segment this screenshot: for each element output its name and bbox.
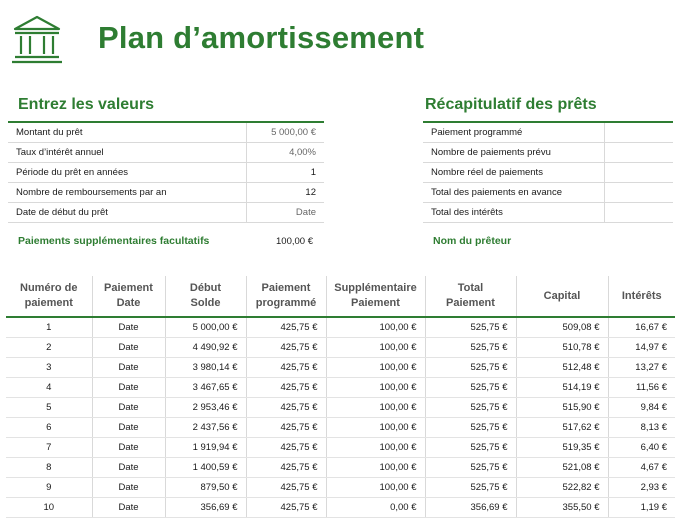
header-interest: Intérêts [608, 276, 675, 317]
beginning-balance-cell[interactable]: 879,50 € [165, 478, 246, 498]
input-label: Montant du prêt [8, 122, 246, 143]
payment-number-cell[interactable]: 1 [6, 317, 92, 338]
beginning-balance-cell[interactable]: 1 919,94 € [165, 438, 246, 458]
payment-number-cell[interactable]: 9 [6, 478, 92, 498]
payment-number-cell[interactable]: 3 [6, 358, 92, 378]
payments-per-year-input[interactable]: 12 [246, 183, 324, 203]
extra-payment-cell[interactable]: 100,00 € [326, 418, 425, 438]
planned-payments-value [604, 143, 673, 163]
payment-number-cell[interactable]: 5 [6, 398, 92, 418]
interest-cell[interactable]: 16,67 € [608, 317, 675, 338]
summary-row [423, 143, 673, 163]
payment-date-cell[interactable]: Date [92, 398, 165, 418]
total-payment-cell[interactable]: 525,75 € [425, 398, 516, 418]
loan-amount-input[interactable]: 5 000,00 € [246, 122, 324, 143]
extra-payment-cell[interactable]: 100,00 € [326, 438, 425, 458]
inputs-heading: Entrez les valeurs [18, 96, 155, 113]
input-label: Taux d’intérêt annuel [8, 143, 246, 163]
payment-date-cell[interactable]: Date [92, 498, 165, 518]
extra-payment-cell[interactable]: 100,00 € [326, 398, 425, 418]
principal-cell[interactable]: 521,08 € [516, 458, 608, 478]
interest-cell[interactable]: 8,13 € [608, 418, 675, 438]
summary-label: Nombre réel de paiements [423, 163, 604, 183]
principal-cell[interactable]: 355,50 € [516, 498, 608, 518]
payment-number-cell[interactable]: 8 [6, 458, 92, 478]
beginning-balance-cell[interactable]: 1 400,59 € [165, 458, 246, 478]
total-payment-cell[interactable]: 525,75 € [425, 438, 516, 458]
summary-row [423, 183, 673, 203]
total-payment-cell[interactable]: 525,75 € [425, 358, 516, 378]
beginning-balance-cell[interactable]: 356,69 € [165, 498, 246, 518]
table-header-row [6, 276, 675, 317]
beginning-balance-cell[interactable]: 5 000,00 € [165, 317, 246, 338]
table-row [6, 438, 675, 458]
payment-number-cell[interactable]: 4 [6, 378, 92, 398]
extra-payment-cell[interactable]: 100,00 € [326, 478, 425, 498]
summary-label: Total des paiements en avance [423, 183, 604, 203]
early-payments-value [604, 183, 673, 203]
interest-cell[interactable]: 4,67 € [608, 458, 675, 478]
page-title: Plan d’amortissement [98, 20, 425, 55]
actual-payments-value [604, 163, 673, 183]
input-label: Nombre de remboursements par an [8, 183, 246, 203]
payment-date-cell[interactable]: Date [92, 418, 165, 438]
payment-date-cell[interactable]: Date [92, 338, 165, 358]
input-row-loan-amount [8, 122, 324, 143]
header-total-payment: Total Paiement [425, 276, 516, 317]
payment-number-cell[interactable]: 2 [6, 338, 92, 358]
input-label: Date de début du prêt [8, 203, 246, 223]
principal-cell[interactable]: 510,78 € [516, 338, 608, 358]
header-payment-date: Paiement Date [92, 276, 165, 317]
lender-name-label: Nom du prêteur [433, 235, 512, 247]
summary-row [423, 122, 673, 143]
principal-cell[interactable]: 517,62 € [516, 418, 608, 438]
beginning-balance-cell[interactable]: 3 467,65 € [165, 378, 246, 398]
extra-payments-input[interactable]: 100,00 € [276, 236, 313, 247]
total-payment-cell[interactable]: 525,75 € [425, 478, 516, 498]
payment-date-cell[interactable]: Date [92, 378, 165, 398]
input-row-loan-period [8, 163, 324, 183]
input-row-payments-per-year [8, 183, 324, 203]
header-payment-number: Numéro de paiement [6, 276, 92, 317]
input-row-interest-rate [8, 143, 324, 163]
payment-date-cell[interactable]: Date [92, 458, 165, 478]
extra-payment-cell[interactable]: 0,00 € [326, 498, 425, 518]
input-label: Période du prêt en années [8, 163, 246, 183]
table-row [6, 358, 675, 378]
total-payment-cell[interactable]: 525,75 € [425, 418, 516, 438]
table-row [6, 338, 675, 358]
scheduled-payment-cell[interactable]: 425,75 € [246, 438, 326, 458]
beginning-balance-cell[interactable]: 2 953,46 € [165, 398, 246, 418]
amortization-table [6, 276, 675, 518]
total-payment-cell[interactable]: 356,69 € [425, 498, 516, 518]
payment-number-cell[interactable]: 10 [6, 498, 92, 518]
summary-label: Total des intérêts [423, 203, 604, 223]
payment-date-cell[interactable]: Date [92, 317, 165, 338]
table-row [6, 458, 675, 478]
start-date-input[interactable]: Date [246, 203, 324, 223]
principal-cell[interactable]: 509,08 € [516, 317, 608, 338]
table-row [6, 317, 675, 338]
table-row [6, 418, 675, 438]
input-row-start-date [8, 203, 324, 223]
payment-number-cell[interactable]: 6 [6, 418, 92, 438]
header-scheduled-payment: Paiement programmé [246, 276, 326, 317]
scheduled-payment-cell[interactable]: 425,75 € [246, 338, 326, 358]
principal-cell[interactable]: 515,90 € [516, 398, 608, 418]
amortization-table-body [6, 317, 675, 518]
scheduled-payment-cell[interactable]: 425,75 € [246, 317, 326, 338]
table-row [6, 478, 675, 498]
header-beginning-balance: Début Solde [165, 276, 246, 317]
summary-table [423, 121, 673, 223]
scheduled-payment-value [604, 122, 673, 143]
scheduled-payment-cell[interactable]: 425,75 € [246, 418, 326, 438]
inputs-table [8, 121, 324, 223]
total-interest-value [604, 203, 673, 223]
header-extra-payment: Supplémentaire Paiement [326, 276, 425, 317]
principal-cell[interactable]: 519,35 € [516, 438, 608, 458]
scheduled-payment-cell[interactable]: 425,75 € [246, 478, 326, 498]
total-payment-cell[interactable]: 525,75 € [425, 317, 516, 338]
beginning-balance-cell[interactable]: 4 490,92 € [165, 338, 246, 358]
interest-cell[interactable]: 9,84 € [608, 398, 675, 418]
scheduled-payment-cell[interactable]: 425,75 € [246, 498, 326, 518]
table-row [6, 398, 675, 418]
interest-cell[interactable]: 14,97 € [608, 338, 675, 358]
payment-date-cell[interactable]: Date [92, 358, 165, 378]
extra-payment-cell[interactable]: 100,00 € [326, 358, 425, 378]
summary-label: Nombre de paiements prévu [423, 143, 604, 163]
scheduled-payment-cell[interactable]: 425,75 € [246, 398, 326, 418]
payment-date-cell[interactable]: Date [92, 438, 165, 458]
extra-payment-cell[interactable]: 100,00 € [326, 317, 425, 338]
scheduled-payment-cell[interactable]: 425,75 € [246, 458, 326, 478]
interest-cell[interactable]: 11,56 € [608, 378, 675, 398]
payment-number-cell[interactable]: 7 [6, 438, 92, 458]
payment-date-cell[interactable]: Date [92, 478, 165, 498]
table-row [6, 498, 675, 518]
table-row [6, 378, 675, 398]
principal-cell[interactable]: 522,82 € [516, 478, 608, 498]
total-payment-cell[interactable]: 525,75 € [425, 458, 516, 478]
extra-payment-cell[interactable]: 100,00 € [326, 338, 425, 358]
principal-cell[interactable]: 514,19 € [516, 378, 608, 398]
scheduled-payment-cell[interactable]: 425,75 € [246, 358, 326, 378]
extra-payment-cell[interactable]: 100,00 € [326, 458, 425, 478]
total-payment-cell[interactable]: 525,75 € [425, 378, 516, 398]
extra-payments-label: Paiements supplémentaires facultatifs [18, 235, 210, 247]
scheduled-payment-cell[interactable]: 425,75 € [246, 378, 326, 398]
header-principal: Capital [516, 276, 608, 317]
beginning-balance-cell[interactable]: 3 980,14 € [165, 358, 246, 378]
beginning-balance-cell[interactable]: 2 437,56 € [165, 418, 246, 438]
summary-heading: Récapitulatif des prêts [425, 96, 597, 113]
loan-period-input[interactable]: 1 [246, 163, 324, 183]
interest-cell[interactable]: 13,27 € [608, 358, 675, 378]
principal-cell[interactable]: 512,48 € [516, 358, 608, 378]
extra-payment-cell[interactable]: 100,00 € [326, 378, 425, 398]
total-payment-cell[interactable]: 525,75 € [425, 338, 516, 358]
interest-cell[interactable]: 6,40 € [608, 438, 675, 458]
summary-row [423, 163, 673, 183]
interest-cell[interactable]: 2,93 € [608, 478, 675, 498]
summary-label: Paiement programmé [423, 122, 604, 143]
interest-cell[interactable]: 1,19 € [608, 498, 675, 518]
bank-building-icon [10, 14, 64, 66]
interest-rate-input[interactable]: 4,00% [246, 143, 324, 163]
summary-row [423, 203, 673, 223]
